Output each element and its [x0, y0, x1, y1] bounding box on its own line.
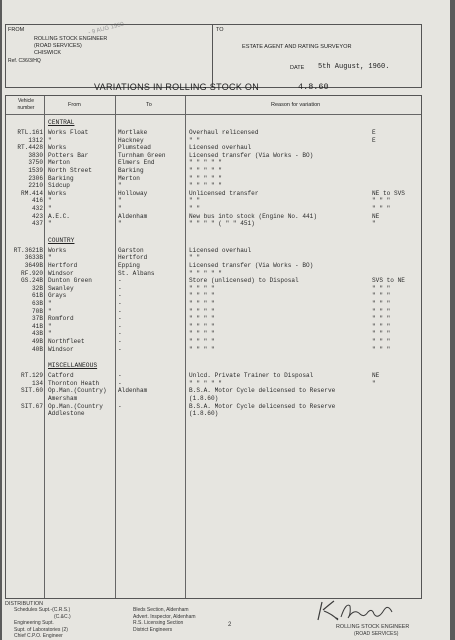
vehicle-number-cell: 70B [32, 307, 43, 315]
reason-cell: Licensed transfer (Via Works - BO) [189, 262, 314, 269]
from-line-2: (ROAD SERVICES) [34, 43, 82, 49]
vehicle-number-cell: 32B [32, 284, 43, 292]
from-cell: Windsor [48, 345, 74, 353]
reason-cell: (1.8.60) [189, 410, 219, 418]
reason-cell: Overhaul relicensed [189, 129, 259, 136]
distribution-item: Chief C.P.O. Engineer [14, 633, 63, 639]
to-cell: St. Albans [118, 269, 155, 277]
vehicle-number-cell: GS.24B [21, 277, 43, 285]
from-cell: Sidcup [48, 182, 70, 190]
to-cell: - [118, 315, 122, 323]
from-label: FROM [8, 27, 25, 33]
to-cell: Garston [118, 246, 144, 254]
reason-cell: Unlicensed transfer [189, 189, 259, 197]
vehicle-number-cell: 1312 [28, 136, 43, 144]
to-cell: - [118, 372, 122, 380]
to-cell: " [118, 197, 122, 205]
reason-cell: " " " " [189, 292, 215, 300]
to-cell: Merton [118, 174, 140, 182]
from-cell: " [48, 197, 52, 205]
to-cell: - [118, 402, 122, 410]
from-cell: Amersham [48, 395, 78, 402]
from-cell: Works [48, 246, 67, 254]
to-cell: Aldenham [118, 212, 148, 220]
to-cell: Aldenham [118, 387, 148, 395]
from-cell: Potters Bar [48, 151, 89, 159]
to-cell: " [118, 220, 122, 228]
code-cell: " " " [372, 345, 391, 353]
reason-cell: " " " " " [189, 182, 222, 190]
reason-cell: " " [189, 205, 200, 212]
to-cell: Plumstead [118, 144, 151, 152]
vehicle-number-cell: 63B [32, 300, 43, 307]
to-cell: Hertford [118, 254, 148, 262]
vehicle-number-cell: 3830 [28, 151, 43, 159]
to-cell: " [118, 205, 122, 212]
from-cell: Works [48, 144, 67, 152]
vehicle-number-cell: RT.3621B [13, 246, 43, 254]
code-cell: " " " [372, 292, 391, 300]
to-cell: - [118, 330, 122, 338]
from-cell: Swanley [48, 284, 74, 292]
to-cell: - [118, 292, 122, 300]
reason-cell: Licensed overhaul [189, 144, 252, 152]
to-cell: - [118, 307, 122, 315]
distribution-list-left [14, 607, 71, 640]
reason-cell: " " " " " [189, 269, 222, 277]
from-cell: Op.Man.(Country) [48, 387, 107, 395]
vehicle-number-cell: RT.4428 [17, 144, 43, 152]
from-cell: " [48, 254, 52, 262]
vehicle-number-cell: 2306 [28, 174, 43, 182]
vehicle-number-cell: 43B [32, 330, 43, 338]
to-line: ESTATE AGENT AND RATING SURVEYOR [242, 44, 352, 50]
from-cell: Hertford [48, 262, 78, 269]
from-cell: Northfleet [48, 338, 85, 345]
reason-cell: " " " " [189, 322, 215, 330]
code-cell: " " " [372, 307, 391, 315]
signature-text: K. Shave [314, 598, 319, 599]
section-heading: MISCELLANEOUS [48, 362, 98, 370]
vehicle-number-cell: 416 [32, 197, 43, 205]
from-cell: North Street [48, 167, 92, 174]
document-sheet [2, 0, 450, 640]
to-cell: Epping [118, 262, 140, 269]
to-cell: - [118, 300, 122, 307]
from-cell: Works Float [48, 129, 89, 136]
code-cell: " " " [372, 322, 391, 330]
vehicle-number-cell: 134 [32, 379, 43, 387]
vehicle-number-cell: SIT.67 [21, 402, 43, 410]
from-cell: " [48, 205, 52, 212]
vehicle-number-cell: RF.920 [21, 269, 43, 277]
header-divider [212, 25, 213, 87]
memo-header [5, 21, 422, 88]
to-label: TO [216, 27, 224, 33]
code-cell: " [372, 220, 376, 228]
reason-cell: " " " " ( " " 451) [189, 220, 255, 228]
from-cell: Dunton Green [48, 277, 92, 285]
code-cell: SVS to NE [372, 277, 405, 285]
distribution-item: R.S. Licensing Section [133, 620, 184, 626]
col-header-reason: Reason for variation [271, 102, 321, 108]
vehicle-number-cell: 41B [32, 322, 43, 330]
reason-cell: " " " " [189, 345, 215, 353]
col-header-to: To [146, 102, 152, 108]
to-cell: Turnham Green [118, 151, 166, 159]
variations-table [5, 95, 422, 599]
col-divider [44, 96, 45, 598]
from-cell: " [48, 220, 52, 228]
to-cell: Mortlake [118, 129, 148, 136]
vehicle-number-cell: 37B [32, 315, 43, 323]
document-title: VARIATIONS IN ROLLING STOCK ON [94, 82, 260, 92]
to-cell: - [118, 338, 122, 345]
code-cell: E [372, 129, 376, 136]
distribution-item: Engineering Supt. [14, 620, 54, 626]
from-cell: Romford [48, 315, 74, 323]
reason-cell: B.S.A. Motor Cycle delicensed to Reserve [189, 387, 336, 395]
reason-cell: " " " " [189, 338, 215, 345]
from-cell: A.E.C. [48, 212, 70, 220]
reason-cell: B.S.A. Motor Cycle delicensed to Reserve [189, 402, 336, 410]
to-cell: Elmers End [118, 159, 155, 167]
distribution-item: Bleds Section, Aldenham [133, 607, 189, 613]
from-cell: " [48, 300, 52, 307]
code-cell: " " " [372, 330, 391, 338]
reason-cell: " " " " " [189, 379, 222, 387]
from-cell: " [48, 322, 52, 330]
reason-cell: " " " " [189, 300, 215, 307]
to-cell: " [118, 182, 122, 190]
to-cell: Holloway [118, 189, 148, 197]
from-cell: " [48, 330, 52, 338]
from-cell: Catford [48, 372, 74, 380]
to-cell: Barking [118, 167, 144, 174]
distribution-item: Schedules Supt.-(C.R.S.) [14, 607, 71, 613]
vehicle-number-cell: 3633B [24, 254, 43, 262]
reason-cell: " " [189, 136, 200, 144]
code-cell: NE [372, 372, 380, 380]
from-line-1: ROLLING STOCK ENGINEER [34, 36, 108, 42]
signatory-title: ROLLING STOCK ENGINEER [336, 624, 410, 630]
code-cell: " " " [372, 197, 391, 205]
reason-cell: " " " " [189, 330, 215, 338]
from-cell: Addlestone [48, 410, 85, 418]
distribution-item: Supt. of Laboratories (2) [14, 626, 68, 633]
received-stamp: - 9 AUG 1960 [87, 21, 125, 37]
from-cell: Op.Man.(Country [48, 402, 103, 410]
to-cell: Hackney [118, 136, 144, 144]
reason-cell: Licensed overhaul [189, 246, 252, 254]
to-cell: - [118, 345, 122, 353]
from-cell: Merton [48, 159, 70, 167]
reason-cell: " " " " " [189, 167, 222, 174]
reason-cell: (1.8.60) [189, 395, 219, 402]
vehicle-number-cell: 40B [32, 345, 43, 353]
reason-cell: Licensed transfer (Via Works - BO) [189, 151, 314, 159]
from-cell: Works [48, 189, 67, 197]
from-cell: Windsor [48, 269, 74, 277]
code-cell: " [372, 379, 376, 387]
reason-cell: " " [189, 197, 200, 205]
reason-cell: " " " " [189, 284, 215, 292]
col-header-vehicle: Vehicle [17, 98, 35, 104]
reason-cell: Store (unlicensed) to Disposal [189, 277, 299, 285]
to-cell: - [118, 284, 122, 292]
date-value: 5th August, 1960. [318, 63, 390, 71]
from-line-3: CHISWICK [34, 50, 61, 56]
vehicle-number-cell: RT.129 [21, 372, 43, 380]
vehicle-number-cell: 49B [32, 338, 43, 345]
to-cell: - [118, 322, 122, 330]
from-cell: Thornton Heath [48, 379, 100, 387]
reason-cell: New bus into stock (Engine No. 441) [189, 212, 317, 220]
to-cell: - [118, 277, 122, 285]
code-cell: NE [372, 212, 380, 220]
col-divider [115, 96, 116, 598]
vehicle-number-cell: RM.414 [21, 189, 43, 197]
title-date: 4.8.60 [298, 82, 329, 92]
from-cell: Barking [48, 174, 74, 182]
from-cell: " [48, 136, 52, 144]
code-cell: E [372, 136, 376, 144]
from-cell: Grays [48, 292, 67, 300]
code-cell: " " " [372, 284, 391, 292]
to-cell: - [118, 379, 122, 387]
reason-cell: " " " " [189, 315, 215, 323]
vehicle-number-cell: 423 [32, 212, 43, 220]
reason-cell: " " " " " [189, 159, 222, 167]
section-heading: COUNTRY [48, 236, 75, 244]
col-header-vehicle-2: number [17, 105, 35, 111]
distribution-item: District Engineers [133, 626, 173, 633]
distribution-item: (C.&C.) [54, 613, 71, 620]
vehicle-number-cell: SIT.60 [21, 387, 43, 395]
distribution-item: Advert. Inspector, Aldenham [133, 613, 196, 620]
code-cell: " " " [372, 315, 391, 323]
vehicle-number-cell: 432 [32, 205, 43, 212]
reason-cell: " " " " " [189, 174, 222, 182]
date-label: DATE [290, 65, 305, 71]
reason-cell: " " " " [189, 307, 215, 315]
distribution-list-mid [133, 607, 196, 633]
header-rule [6, 114, 421, 115]
code-cell: " " " [372, 338, 391, 345]
code-cell: NE to SVS [372, 189, 405, 197]
signatory-subtitle: (ROAD SERVICES) [354, 631, 399, 637]
vehicle-number-cell: 3649B [24, 262, 43, 269]
page-number: 2 [228, 622, 232, 628]
section-heading: CENTRAL [48, 119, 75, 126]
code-cell: " " " [372, 300, 391, 307]
vehicle-number-cell: 61B [32, 292, 43, 300]
col-divider [185, 96, 186, 598]
reason-cell: Unlcd. Private Trainer to Disposal [189, 372, 314, 380]
code-cell: " " " [372, 205, 391, 212]
col-header-from: From [68, 102, 81, 108]
reason-cell: " " [189, 254, 200, 262]
from-cell: " [48, 307, 52, 315]
signature-image [314, 598, 410, 624]
vehicle-number-cell: 3750 [28, 159, 43, 167]
vehicle-number-cell: RTL.161 [17, 129, 43, 136]
vehicle-number-cell: 1539 [28, 167, 43, 174]
vehicle-number-cell: 437 [32, 220, 43, 228]
reference-number: Ref. C36/3/HQ [8, 58, 41, 64]
vehicle-number-cell: 2210 [28, 182, 43, 190]
distribution-label: DISTRIBUTION [5, 601, 44, 607]
